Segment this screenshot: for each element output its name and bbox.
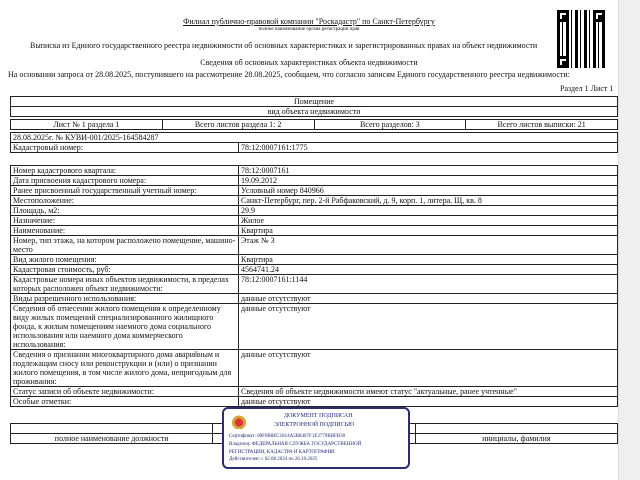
table-row xyxy=(11,196,618,206)
table-row xyxy=(11,350,618,387)
object-type: Помещение xyxy=(11,97,618,107)
cadastral-number-label: Кадастровый номер: xyxy=(11,143,239,153)
characteristics-table xyxy=(10,165,618,407)
stamp-owner-2: РЕГИСТРАЦИИ, КАДАСТРА И КАРТОГРАФИИ xyxy=(229,450,335,455)
table-row xyxy=(11,387,618,397)
row-value: 19.09.2012 xyxy=(239,176,618,186)
row-label: Наименование: xyxy=(11,226,239,236)
row-value: 29.9 xyxy=(239,206,618,216)
sections-total: Всего разделов: 3 xyxy=(314,120,466,130)
row-value: Квартира xyxy=(239,255,618,265)
stamp-line2: ЭЛЕКТРОННОЙ ПОДПИСЬЮ xyxy=(274,422,355,428)
scrollbar-track[interactable] xyxy=(618,0,640,480)
row-value: данные отсутствуют xyxy=(239,294,618,304)
signature-position-cell xyxy=(11,424,213,434)
table-row xyxy=(11,255,618,265)
row-value: Жилое xyxy=(239,216,618,226)
intro-text: На основании запроса от 28.08.2025, поступившего на рассмотрение 28.08.2025, сообщаем, что согласно записям Единого государственного реестра недвижимости: xyxy=(8,70,570,79)
row-value: данные отсутствуют xyxy=(239,397,618,407)
row-value: 4564741.24 xyxy=(239,265,618,275)
row-value: Условный номер 840966 xyxy=(239,186,618,196)
sheets-table xyxy=(10,119,618,130)
table-row xyxy=(11,176,618,186)
signature-name-cell xyxy=(415,424,617,434)
section-sheet: Раздел 1 Лист 1 xyxy=(560,84,614,93)
row-label: Площадь, м2: xyxy=(11,206,239,216)
section-sheets-total: Всего листов раздела 1: 2 xyxy=(162,120,314,130)
stamp-validity: Действителен: с 02.08.2024 по 26.10.2025 xyxy=(229,457,318,462)
row-value: данные отсутствуют xyxy=(239,350,618,387)
row-label: Сведения об отнесении жилого помещения к определенному виду жилых помещений специализированного жилищного фонда, к жилым помещениям наемного дома социального использования или наемного дома коммерческого использования: xyxy=(11,304,239,350)
table-row xyxy=(11,206,618,216)
row-label: Вид жилого помещения: xyxy=(11,255,239,265)
table-row xyxy=(11,294,618,304)
row-label: Особые отметки: xyxy=(11,397,239,407)
row-label: Сведения о признании многоквартирного дома аварийным и подлежащим сносу или реконструкции и (или) о признании жилого помещения, в том числе жилого дома, непригодным для проживания: xyxy=(11,350,239,387)
row-value: 78:12:0007161:1144 xyxy=(239,275,618,294)
row-label: Виды разрешенного использования: xyxy=(11,294,239,304)
row-value: Сведения об объекте недвижимости имеют статус "актуальные, ранее учтенные" xyxy=(239,387,618,397)
stamp-line1: ДОКУМЕНТ ПОДПИСАН xyxy=(284,413,353,419)
table-row xyxy=(11,186,618,196)
row-label: Номер кадастрового квартала: xyxy=(11,166,239,176)
qr-code xyxy=(557,10,605,68)
row-value: Квартира xyxy=(239,226,618,236)
row-label: Назначение: xyxy=(11,216,239,226)
stamp-owner: Владелец: ФЕДЕРАЛЬНАЯ СЛУЖБА ГОСУДАРСТВЕННОЙ xyxy=(229,442,362,447)
row-value: Санкт-Петербург, пер. 2-й Рабфаковский, д. 9, корп. 1, литера. Щ, кв. 8 xyxy=(239,196,618,206)
row-label: Кадастровые номера иных объектов недвижимости, в пределах которых расположен объект недвижимости: xyxy=(11,275,239,294)
table-row xyxy=(11,397,618,407)
org-name: Филиал публично-правовой компании "Роскадастр" по Санкт-Петербургу xyxy=(183,17,435,26)
object-type-table xyxy=(10,96,618,117)
row-value: 78:12:0007161 xyxy=(239,166,618,176)
org-caption: полное наименование органа регистрации прав xyxy=(258,27,360,32)
row-label: Ранее присвоенный государственный учетный номер: xyxy=(11,186,239,196)
table-row xyxy=(11,304,618,350)
name-caption: инициалы, фамилия xyxy=(415,434,617,444)
table-row xyxy=(11,236,618,255)
coat-of-arms-icon xyxy=(232,413,246,429)
row-value: Этаж № 3 xyxy=(239,236,618,255)
cadastral-number-value: 78:12:0007161:1775 xyxy=(239,143,618,153)
object-type-caption: вид объекта недвижимости xyxy=(11,107,618,117)
row-label: Номер, тип этажа, на котором расположено помещение, машино-место xyxy=(11,236,239,255)
row-label: Кадастровая стоимость, руб: xyxy=(11,265,239,275)
row-label: Дата присвоения кадастрового номера: xyxy=(11,176,239,186)
row-value: данные отсутствуют xyxy=(239,304,618,350)
extract-sheets-total: Всего листов выписки: 21 xyxy=(466,120,618,130)
sheet-number: Лист № 1 раздела 1 xyxy=(11,120,163,130)
table-row xyxy=(11,226,618,236)
doc-number-table xyxy=(10,132,618,153)
stamp-certificate: Сертификат: 00F0B8EC1814A5B8407F1E3779BBFB30 xyxy=(229,434,346,439)
table-row xyxy=(11,166,618,176)
document-title: Выписка из Единого государственного реестра недвижимости об основных характеристиках и зарегистрированных правах на объект недвижимости xyxy=(30,41,538,50)
document-subtitle: Сведения об основных характеристиках объекта недвижимости xyxy=(200,58,418,67)
electronic-signature-stamp xyxy=(222,407,410,469)
row-label: Местоположение: xyxy=(11,196,239,206)
row-label: Статус записи об объекте недвижимости: xyxy=(11,387,239,397)
table-row xyxy=(11,216,618,226)
document-number: 28.08.2025г. № КУВИ-001/2025-164584287 xyxy=(11,133,618,143)
position-caption: полное наименование должности xyxy=(11,434,213,444)
table-row xyxy=(11,275,618,294)
table-row xyxy=(11,265,618,275)
